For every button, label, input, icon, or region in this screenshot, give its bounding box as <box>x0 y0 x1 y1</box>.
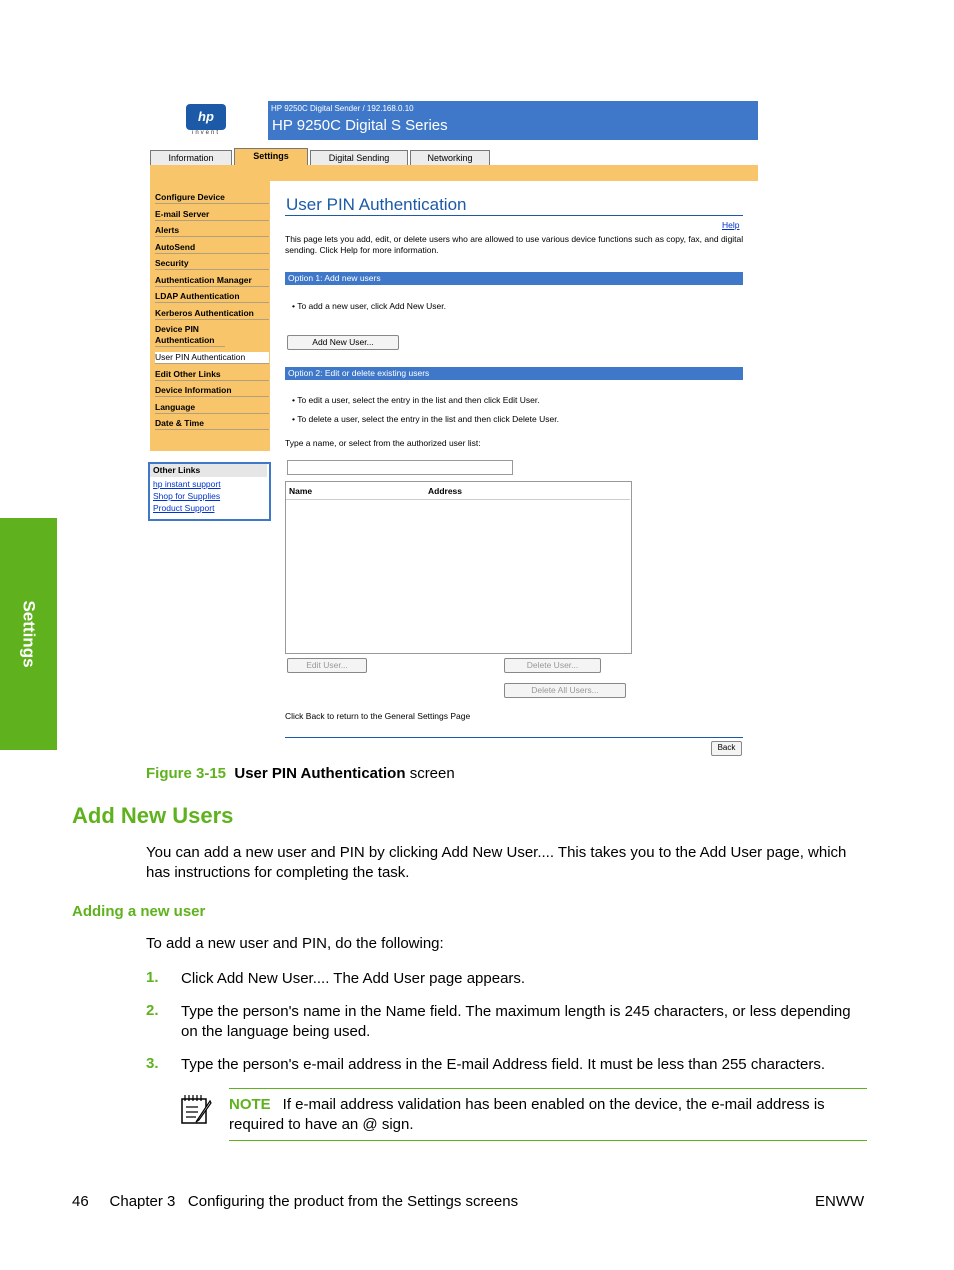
header-device-address: HP 9250C Digital Sender / 192.168.0.10 <box>271 104 414 113</box>
sidebar-item-configure-device[interactable]: Configure Device <box>155 192 269 204</box>
title-divider <box>285 215 743 216</box>
link-shop-for-supplies[interactable]: Shop for Supplies <box>153 491 221 501</box>
user-list[interactable] <box>285 481 632 654</box>
note-top-rule <box>229 1088 867 1089</box>
sidebar-item-language[interactable]: Language <box>155 402 269 414</box>
step-1-text: Click Add New User.... The Add User page appears. <box>181 970 526 987</box>
option2-bullet-edit: • To edit a user, select the entry in the list and then click Edit User. <box>292 395 540 405</box>
note-body <box>229 1095 869 1135</box>
chapter-side-tab-label: Settings <box>19 600 39 668</box>
option2-bullet-delete: • To delete a user, select the entry in the list and then click Delete User. <box>292 414 559 424</box>
link-hp-instant-support[interactable]: hp instant support <box>153 479 221 489</box>
sidebar-item-user-pin-authentication[interactable]: User PIN Authentication <box>155 352 269 364</box>
delete-user-button[interactable]: Delete User... <box>504 658 601 673</box>
option2-bullet-edit-text: To edit a user, select the entry in the list and then click Edit User. <box>297 395 540 405</box>
page-title: User PIN Authentication <box>286 195 467 214</box>
sidebar-item-device-information[interactable]: Device Information <box>155 385 269 397</box>
figure-caption-title: User PIN Authentication <box>234 765 406 782</box>
link-product-support[interactable]: Product Support <box>153 503 215 513</box>
header-product-name: HP 9250C Digital S Series <box>272 117 448 134</box>
step-2-text: Type the person's name in the Name field. The maximum length is 245 characters, or less depending on the language being used. <box>181 1003 851 1040</box>
column-name: Name <box>289 486 313 496</box>
sidebar-item-kerberos-authentication[interactable]: Kerberos Authentication <box>155 308 269 320</box>
page-footer-left: 46 Chapter 3 Configuring the product from the Settings screens <box>72 1193 519 1210</box>
section-heading: Add New Users <box>72 803 234 828</box>
option1-bar: Option 1: Add new users <box>285 272 743 285</box>
section-paragraph: You can add a new user and PIN by clicking Add New User.... This takes you to the Add User page, which has instructions for completing the task. <box>146 844 847 881</box>
option1-bullet-text: To add a new user, click Add New User. <box>297 301 447 311</box>
tab-settings[interactable]: Settings <box>234 148 308 166</box>
back-instructions: Click Back to return to the General Settings Page <box>285 711 471 721</box>
step-1-number: 1. <box>146 969 159 986</box>
option2-bar: Option 2: Edit or delete existing users <box>285 367 743 380</box>
step-2-number: 2. <box>146 1002 159 1019</box>
sidebar-item-autosend[interactable]: AutoSend <box>155 242 269 254</box>
sidebar-item-authentication-manager[interactable]: Authentication Manager <box>155 275 269 287</box>
add-new-user-button[interactable]: Add New User... <box>287 335 399 350</box>
tab-networking[interactable]: Networking <box>410 150 490 165</box>
option2-bullet-delete-text: To delete a user, select the entry in the list and then click Delete User. <box>297 414 559 424</box>
help-link[interactable]: Help <box>722 220 740 230</box>
edit-user-button[interactable]: Edit User... <box>287 658 367 673</box>
sidebar-item-security[interactable]: Security <box>155 258 269 270</box>
tab-strip-bar <box>150 165 758 181</box>
sidebar-item-edit-other-links[interactable]: Edit Other Links <box>155 369 269 381</box>
page-footer-right: ENWW <box>815 1193 865 1210</box>
note-text: If e-mail address validation has been enabled on the device, the e-mail address is required to have an @ sign. <box>229 1096 825 1133</box>
tab-digital-sending[interactable]: Digital Sending <box>310 150 408 165</box>
figure-caption-number: Figure 3-15 <box>146 765 227 782</box>
bottom-divider <box>285 737 743 738</box>
figure-caption <box>146 765 455 782</box>
hp-logo: hp <box>186 104 226 130</box>
sidebar-item-date-time[interactable]: Date & Time <box>155 418 269 430</box>
option1-bullet: • To add a new user, click Add New User. <box>292 301 447 311</box>
hp-logo-invent: invent <box>191 130 220 136</box>
delete-all-users-button[interactable]: Delete All Users... <box>504 683 626 698</box>
tab-information[interactable]: Information <box>150 150 232 165</box>
chapter-side-tab-label-wrap <box>0 518 57 750</box>
column-address: Address <box>428 486 463 496</box>
step-3-text: Type the person's e-mail address in the E-mail Address field. It must be less than 255 characters. <box>181 1056 826 1073</box>
intro-text: This page lets you add, edit, or delete users who are allowed to use various device functions such as copy, fax, and digital sending. Click Help for more information. <box>285 234 744 255</box>
note-label: NOTE <box>229 1096 271 1113</box>
note-icon <box>180 1093 214 1125</box>
sidebar-item-alerts[interactable]: Alerts <box>155 225 269 237</box>
procedure-intro: To add a new user and PIN, do the following: <box>146 935 444 952</box>
other-links-title: Other Links <box>150 464 267 477</box>
back-button[interactable]: Back <box>711 741 742 756</box>
subsection-heading: Adding a new user <box>72 903 206 920</box>
user-search-label: Type a name, or select from the authorized user list: <box>285 438 481 448</box>
user-name-input[interactable] <box>287 460 513 475</box>
step-3-number: 3. <box>146 1055 159 1072</box>
sidebar-item-ldap-authentication[interactable]: LDAP Authentication <box>155 291 269 303</box>
figure-caption-rest: screen <box>409 765 455 782</box>
sidebar-item-device-pin-authentication[interactable]: Device PIN Authentication <box>155 324 225 347</box>
sidebar-item-email-server[interactable]: E-mail Server <box>155 209 269 221</box>
note-bottom-rule <box>229 1140 867 1141</box>
